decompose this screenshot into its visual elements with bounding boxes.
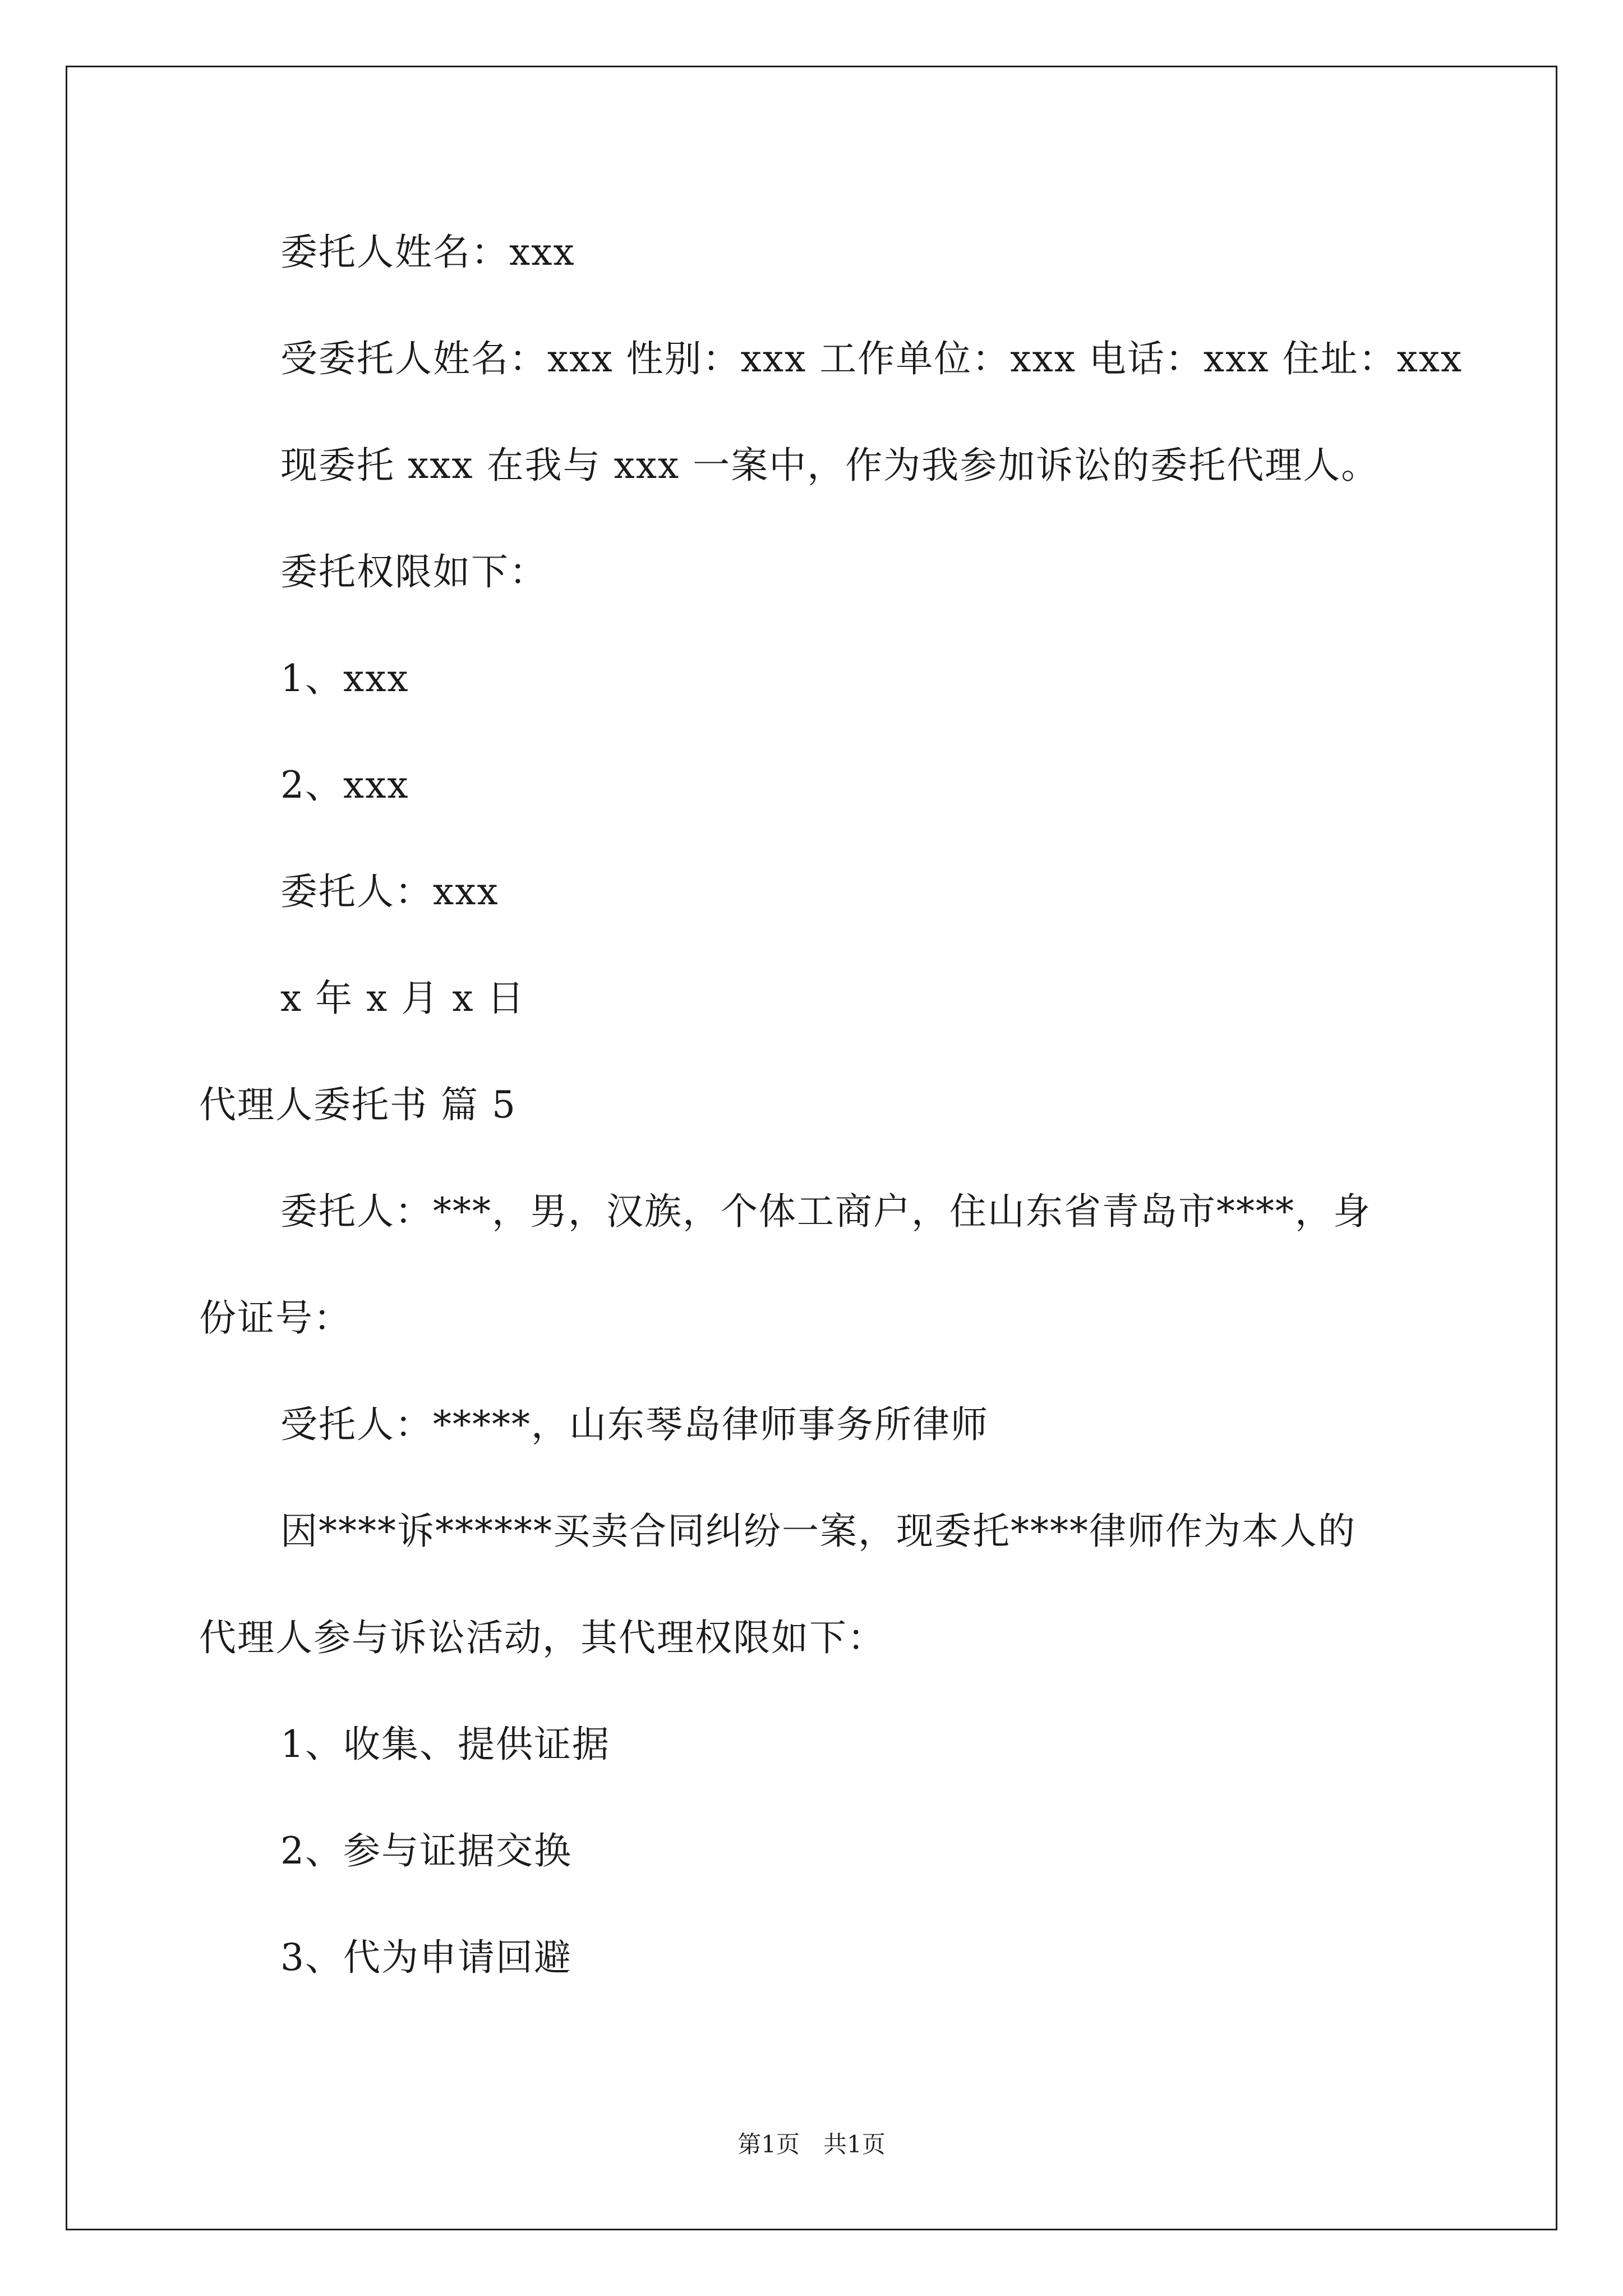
date-line: x 年 x 月 x 日: [280, 977, 525, 1020]
entrust-statement-line: 现委托 xxx 在我与 xxx 一案中，作为我参加诉讼的委托代理人。: [280, 444, 1380, 487]
section-heading: 代理人委托书 篇 5: [199, 1083, 517, 1126]
principal-name-line: 委托人姓名：xxx: [280, 231, 575, 274]
page-footer: 第1页 共1页: [737, 2131, 886, 2158]
authority-heading-line: 委托权限如下：: [280, 550, 547, 593]
power-item-2: 2、参与证据交换: [280, 1829, 572, 1872]
case-statement-continued-line: 代理人参与诉讼活动，其代理权限如下：: [199, 1616, 886, 1659]
trustee-line: 受托人：*****，山东琴岛律师事务所律师: [280, 1403, 989, 1446]
authority-item-1: 1、xxx: [280, 657, 409, 700]
id-number-line: 份证号：: [199, 1296, 352, 1340]
power-item-3: 3、代为申请回避: [280, 1936, 572, 1979]
authority-item-2: 2、xxx: [280, 763, 409, 807]
case-statement-line: 因****诉******买卖合同纠纷一案，现委托****律师作为本人的: [280, 1510, 1356, 1553]
principal-details-line: 委托人：***，男，汉族，个体工商户，住山东省青岛市****，身: [280, 1190, 1371, 1233]
power-item-1: 1、收集、提供证据: [280, 1723, 610, 1766]
page-border: [66, 66, 1557, 2230]
principal-signature-line: 委托人：xxx: [280, 870, 499, 913]
agent-info-line: 受委托人姓名：xxx 性别：xxx 工作单位：xxx 电话：xxx 住址：xxx: [280, 337, 1463, 380]
